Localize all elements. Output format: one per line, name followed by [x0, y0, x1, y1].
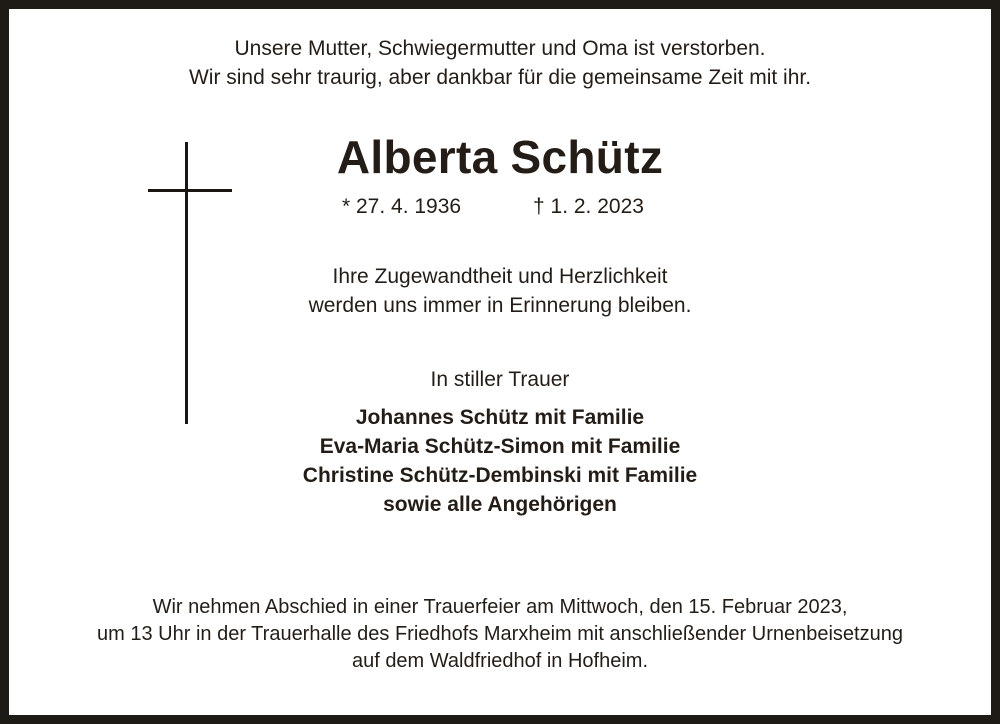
family-list — [0, 403, 1000, 519]
deceased-name: Alberta Schütz — [336, 131, 664, 183]
intro-line: Wir sind sehr traurig, aber dankbar für die gemeinsame Zeit mit ihr. — [188, 66, 812, 89]
funeral-line: auf dem Waldfriedhof in Hofheim. — [351, 650, 649, 672]
intro-text — [0, 34, 1000, 92]
memorial-quote — [0, 262, 1000, 320]
funeral-line: Wir nehmen Abschied in einer Trauerfeier am Mittwoch, den 15. Februar 2023, — [152, 596, 848, 618]
quote-line: werden uns immer in Erinnerung bleiben. — [308, 294, 692, 317]
family-member: sowie alle Angehörigen — [383, 493, 617, 516]
family-member: Johannes Schütz mit Familie — [355, 406, 645, 429]
family-member: Eva-Maria Schütz-Simon mit Familie — [319, 435, 681, 458]
funeral-notice — [0, 594, 1000, 675]
quote-line: Ihre Zugewandtheit und Herzlichkeit — [332, 265, 668, 288]
life-dates — [0, 192, 1000, 222]
mourning-label: In stiller Trauer — [430, 368, 570, 391]
family-member: Christine Schütz-Dembinski mit Familie — [302, 464, 698, 487]
intro-line: Unsere Mutter, Schwiegermutter und Oma ist verstorben. — [234, 37, 766, 60]
death-date: † 1. 2. 2023 — [533, 195, 644, 218]
birth-date: * 27. 4. 1936 — [342, 195, 462, 218]
funeral-line: um 13 Uhr in der Trauerhalle des Friedhofs Marxheim mit anschließender Urnenbeisetzung — [97, 623, 903, 645]
